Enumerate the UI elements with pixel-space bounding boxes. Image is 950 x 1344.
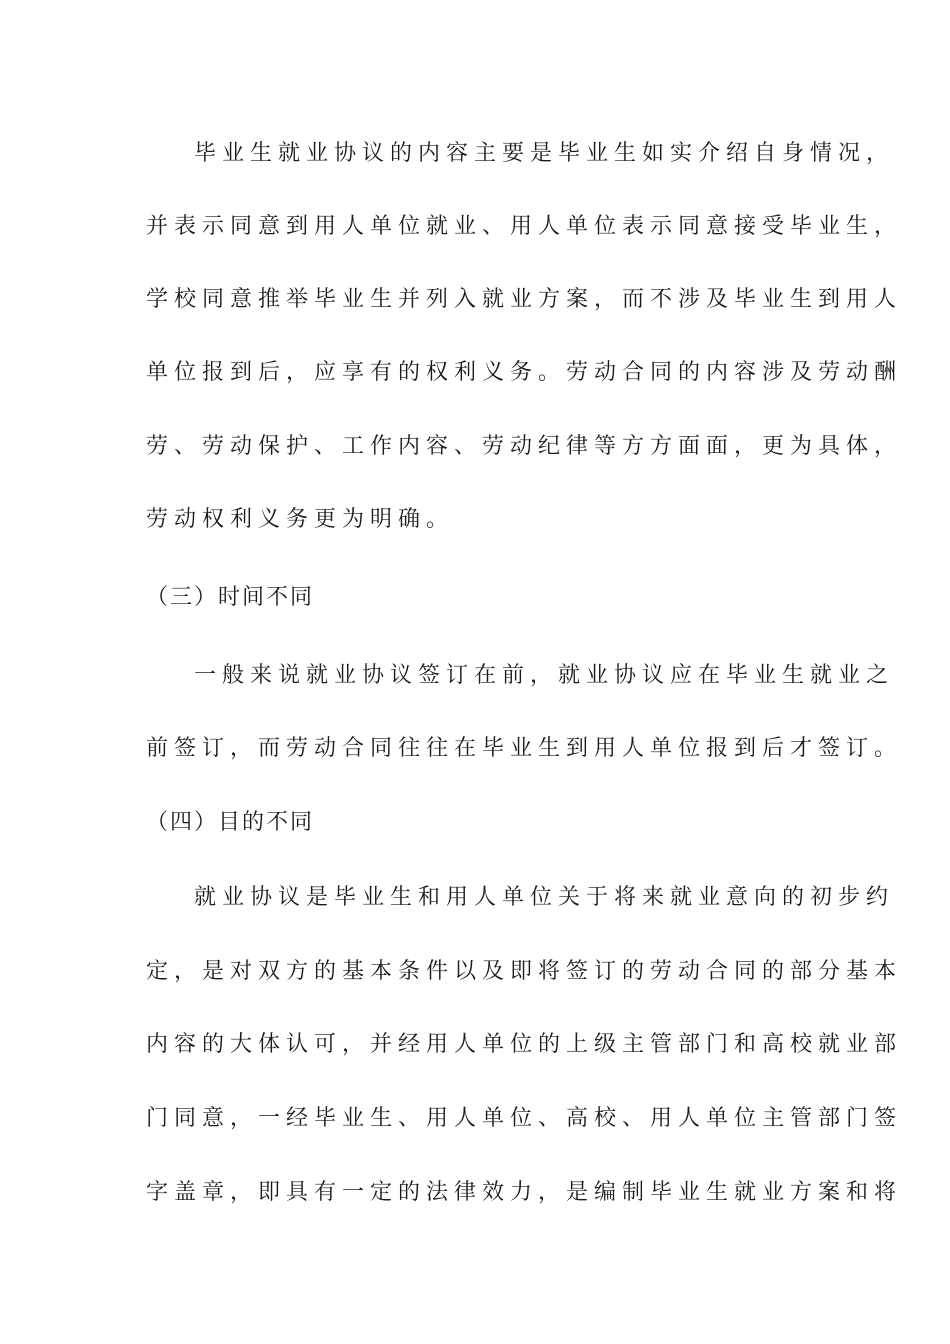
section-heading-3: （三）时间不同 (146, 585, 315, 610)
paragraph-1-line-4: 单位报到后，应享有的权利义务。劳动合同的内容涉及劳动酬 (146, 360, 903, 385)
paragraph-1-line-6: 劳动权利义务更为明确。 (146, 507, 455, 532)
paragraph-3-line-4: 门同意，一经毕业生、用人单位、高校、用人单位主管部门签 (146, 1106, 903, 1131)
paragraph-1-line-1: 毕业生就业协议的内容主要是毕业生如实介绍自身情况， (194, 141, 895, 166)
paragraph-1-line-3: 学校同意推举毕业生并列入就业方案，而不涉及毕业生到用人 (146, 287, 903, 312)
paragraph-3-line-3: 内容的大体认可，并经用人单位的上级主管部门和高校就业部 (146, 1032, 903, 1057)
paragraph-3-line-2: 定，是对双方的基本条件以及即将签订的劳动合同的部分基本 (146, 959, 903, 984)
paragraph-2-line-2: 前签订，而劳动合同往往在毕业生到用人单位报到后才签订。 (146, 736, 903, 761)
paragraph-1-line-2: 并表示同意到用人单位就业、用人单位表示同意接受毕业生， (146, 214, 903, 239)
paragraph-2-line-1: 一般来说就业协议签订在前，就业协议应在毕业生就业之 (194, 663, 895, 688)
paragraph-1-line-5: 劳、劳动保护、工作内容、劳动纪律等方方面面，更为具体， (146, 434, 903, 459)
paragraph-3-line-1: 就业协议是毕业生和用人单位关于将来就业意向的初步约 (194, 885, 895, 910)
section-heading-4: （四）目的不同 (146, 810, 315, 835)
paragraph-3-line-5: 字盖章，即具有一定的法律效力，是编制毕业生就业方案和将 (146, 1180, 903, 1205)
